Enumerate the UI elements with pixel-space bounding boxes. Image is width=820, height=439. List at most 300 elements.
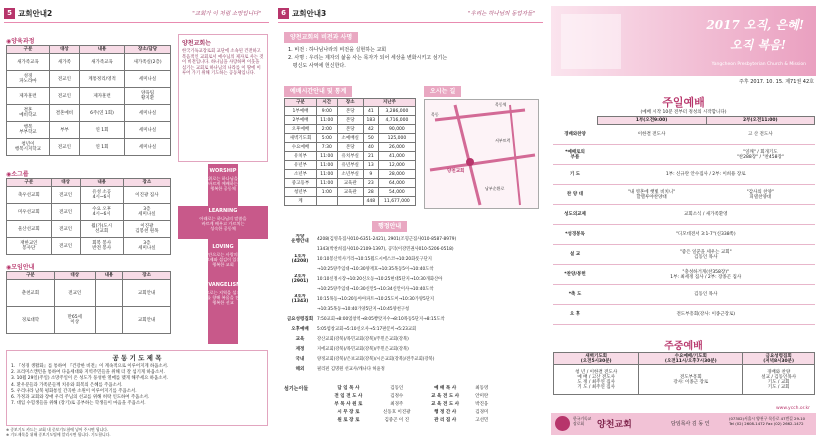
table-cell: 교회안내 [123, 280, 171, 307]
table-cell: 13 [363, 161, 378, 170]
table-row [324, 416, 494, 424]
table-cell: 제자훈련 [79, 88, 124, 105]
table-cell: 오후예배 [285, 125, 317, 134]
column-header: 대상 [51, 179, 80, 187]
service-item-value [597, 145, 706, 165]
service-item-value: "충성하거게(찬358장)" 1부: 최세정 집사 / 2부: 장종곤 집사 [597, 265, 815, 285]
row-value: 10:15목동→10:20동아아파트→10:25도이→10:30가양5단지 [317, 296, 435, 302]
row-value: 10:10신정시장→10:20신오동→10:25현대5단지→10:30개화산아 [317, 276, 443, 282]
table-cell: 유년부 [285, 161, 317, 170]
row-value: 7:50교회→8:00염창역→8:05빵앗지수→8:10목동5단지→8:15도착 [317, 316, 445, 322]
service-item-label: *찬양/봉헌 [553, 265, 597, 285]
service-row [553, 265, 815, 285]
table-cell: 11:00 [316, 161, 337, 170]
row-label [284, 244, 316, 254]
worship-label: WORSHIP [209, 168, 237, 174]
table-row [7, 238, 171, 255]
table-cell: 수요 오후 4시~6시 [80, 204, 123, 221]
row-label: 재정 [295, 346, 305, 352]
table-cell: 유성 소공 4시~6시 [80, 187, 123, 204]
row-label: 해외 [295, 366, 305, 372]
loving-text: 안으로는 사랑의 교제와 섬김이 있는 행복한 교회 [205, 252, 241, 267]
table-row [284, 284, 539, 294]
table-cell [95, 280, 122, 307]
table-cell: 부부 [49, 122, 79, 139]
banner-slogan-1: 2017 오직, 은혜! [706, 18, 804, 32]
map[interactable] [424, 99, 539, 209]
table-row [7, 204, 171, 221]
page-motto: "우리는 하나님의 동업자들" [467, 11, 535, 17]
directions-heading: 오시는 길 [424, 86, 461, 97]
table-cell: 9:00 [316, 107, 337, 116]
meeting-table [6, 271, 171, 334]
table-cell: 23 [363, 179, 378, 188]
table-row [284, 234, 539, 244]
table-row [285, 116, 416, 125]
map-label-church: 양천교회 [447, 169, 465, 174]
staff-name: 김정수 [390, 393, 404, 399]
service-item-label: 경배와찬양 [553, 125, 597, 145]
table-cell: 11:00 [316, 116, 337, 125]
table-row [554, 365, 815, 395]
table-cell: 회복 봉사 반전 봉사 [80, 238, 123, 255]
table-cell: 125,000 [378, 134, 415, 143]
table-cell: 새가족실(2층) [125, 54, 171, 71]
service-time-header: 2부(오전11:00) [706, 117, 814, 125]
admin-heading: 행정안내 [372, 221, 407, 232]
prayer-title: 공 동 기 도 제 목 [112, 354, 162, 362]
table-row [284, 304, 539, 314]
table-cell: 11:00 [316, 152, 337, 161]
table-row [324, 384, 494, 392]
service-item-value: 1부: 신규란 안수집사 / 2부: 이희용 장로 [597, 165, 815, 185]
service-header-row [553, 117, 815, 125]
staff-role: 행 정 간 사 [434, 409, 457, 415]
table-row [7, 280, 171, 307]
table-row [285, 125, 416, 134]
table-cell: 26,000 [378, 143, 415, 152]
staff-name: 김경미 [475, 409, 489, 415]
page-number: 6 [278, 8, 289, 19]
row-label [284, 284, 316, 294]
table-cell: 41 [363, 107, 378, 116]
banner-slogan-2: 오직 복음! [730, 38, 786, 52]
service-row [553, 125, 815, 145]
table-header-row [554, 353, 815, 365]
table-cell: 3층 세미나실 [123, 238, 170, 255]
table-row [324, 400, 494, 408]
table-cell: 세미나실 [125, 122, 171, 139]
table-cell: 소예배실 [337, 134, 363, 143]
table-cell: 40 [363, 143, 378, 152]
staff-role: 원 로 장 로 [337, 417, 360, 423]
website-url[interactable]: www.ycch.or.kr [775, 406, 810, 411]
learning-text: 아래로는 하나님의 말씀을 바르게 배우고 가르치는 성숙한 공동체 [199, 216, 247, 231]
staff-role: 시 무 장 로 [337, 409, 360, 415]
service-item-value: 이한결 전도사 [597, 125, 706, 145]
service-item-label: 기 도 [553, 165, 597, 185]
vision-item: 평신도 사역에 헌신한다. [288, 63, 346, 69]
smallgroup-heading: ◉소그룹 [6, 171, 29, 178]
table-cell: 6주(연 1회) [79, 105, 124, 122]
column-header: 장소 [337, 99, 363, 107]
table-cell: 재한교인 봉사단 [7, 238, 52, 255]
staff-role: 담 임 목 사 [337, 385, 360, 391]
column-header: 새벽기도회 (오전5시30분) [554, 353, 639, 365]
table-cell: 축우선교회 [7, 187, 52, 204]
table-row [7, 54, 171, 71]
prayer-item: 4. 환우분들과 가족분들께 치유와 회복의 은혜를 주옵소서. [11, 382, 123, 388]
table-row [284, 294, 539, 304]
table-cell: 1부예배 [285, 107, 317, 116]
table-cell: 12,000 [378, 161, 415, 170]
table-cell: 교회안내 [123, 307, 171, 334]
column-header: 장소/담당 [125, 46, 171, 54]
service-row [553, 165, 815, 185]
service-row [553, 305, 815, 325]
footer [551, 413, 816, 435]
table-cell: 새가족교육 [7, 54, 50, 71]
table-cell: 183 [363, 116, 378, 125]
table-cell: 42 [363, 125, 378, 134]
prayer-footnote: ※ 중보기도 카드는 교회 내 중보기도함에 넣어 주시면 됩니다. ※ 기도제목을 위해 중보기도팀에 알리시면 됩니다. 기도합니다. [6, 427, 111, 437]
table-cell: 50 [363, 134, 378, 143]
service-row [553, 285, 815, 305]
loving-label: LOVING [212, 244, 234, 250]
table-cell: 새가족 [49, 54, 79, 71]
sunday-worship-subtitle: (예배 시작 10분 전부터 정성의 시작합니다) [640, 110, 727, 115]
table-cell: 교육관 [337, 188, 363, 197]
service-order-table [553, 116, 815, 325]
table-cell: 행복 부부학교 [7, 122, 50, 139]
row-label: 오후예배 [291, 326, 309, 332]
row-value: →10:35목동→10:40가양5단지→10:45양천구청 [317, 306, 410, 312]
service-row [553, 205, 815, 225]
row-value: 10:10봉산역사거리→10:15월드시에스코→10:20화롯구단지 [317, 256, 432, 262]
staff-role: 부 목 사 원 로 [334, 401, 363, 407]
intro-text: 한국기독교장로회 교단에 소속된 건전하고 복음적인 교회로서 예수님의 제자로 사는 것이 비전입니다. 하나님을 사랑하며 이웃을 섬기는 교회로 하나님의 나라를 이 땅에 이루어 가기 위해 기도하는 공동체입니다. [182, 49, 264, 77]
staff-name: 김중곤 이 진 [384, 417, 410, 423]
service-item-label: *축 도 [553, 285, 597, 305]
table-cell: 결혼 예비학교 [7, 105, 50, 122]
column-header: 지난주 [363, 99, 415, 107]
cover-banner [551, 6, 816, 76]
table-header-row [7, 272, 171, 280]
vision-list [288, 46, 538, 70]
table-cell: 소년부실 [337, 170, 363, 179]
table-cell: 5:00 [316, 134, 337, 143]
table-cell: 전교인 [49, 88, 79, 105]
table-cell: 54,000 [378, 188, 415, 197]
table-cell: 교육관 [337, 179, 363, 188]
table-cell: 수요예배 [285, 143, 317, 152]
service-row [553, 185, 815, 205]
evangelism-label: EVANGELISM [204, 282, 242, 288]
cover-page [547, 0, 820, 439]
table-row [285, 161, 416, 170]
table-cell: 28 [363, 188, 378, 197]
table-cell: 이진광 집사 [123, 187, 170, 204]
column-header: 내용 [79, 46, 124, 54]
row-label: 1호차 (4208) [291, 254, 309, 264]
page-number: 5 [4, 8, 15, 19]
table-row [7, 187, 171, 204]
prayer-item: 5. 우리나라 남북 평화통일 간곡한 소원이 이루어지기를 주옵소서. [11, 388, 137, 394]
row-value: →10:25양주임대→10:30양재호→10:35목동5이→10:40도착 [317, 266, 434, 272]
prayer-item: 1. 『성경 생활화』를 통하여 『건강한 비전』이 계속적으로 이루어지게 하옵소서. [11, 364, 169, 369]
page-header [278, 8, 543, 23]
table-cell: 28,000 [378, 170, 415, 179]
service-time-header: 1부(오전9:00) [597, 117, 706, 125]
row-value: 양정교회(강북)/은보교회(강북)/시온교회(강북)/전주교회(강북) [317, 356, 435, 362]
staff-role: 교 육 전 도 사 [431, 401, 460, 407]
intro-title: 양천교회는 [182, 40, 211, 47]
table-row [284, 364, 539, 374]
staff-name: 신동호 이진광 [383, 409, 411, 415]
table-cell: 계통정리/영적 [79, 71, 124, 88]
map-drawing [425, 100, 540, 210]
staff-role: 전 임 전 도 사 [334, 393, 363, 399]
table-row [285, 152, 416, 161]
table-cell: 3층 세미나실 [123, 204, 170, 221]
table-cell: 전교인 [51, 221, 80, 238]
staff-name: 박진웅 [475, 401, 489, 407]
table-cell: 유년부실 [337, 161, 363, 170]
meeting-heading: ◉모임안내 [6, 264, 35, 271]
row-value: 강산교회(강북)/목민교회(강북)/주민은교회(강북) [317, 336, 409, 342]
column-header: 시간 [316, 99, 337, 107]
staff-role: 교 육 전 도 사 [431, 393, 460, 399]
row-value: 필리핀 김명원 선교사/캐나다 허윤정 [317, 366, 385, 372]
table-row [284, 354, 539, 364]
table-cell: 전교인 [51, 187, 80, 204]
table-cell: 7:30 [316, 143, 337, 152]
service-row [553, 225, 815, 245]
banner-subtitle: Yangcheon Presbyterian Church & Mission [711, 62, 806, 67]
staff-name: 고선민 [475, 417, 489, 423]
map-label-1: 목동 [431, 112, 439, 117]
worship-stats-heading: 예배시간안내 및 통계 [284, 86, 352, 97]
table-row [7, 122, 171, 139]
row-value: 지에교회(강북)/목민교회(강북)/주민은교회(강북) [317, 346, 409, 352]
service-item-label: 찬 양 대 [553, 185, 597, 205]
table-cell: 경배와 찬양 설교 / 김동인목사 기도 / 교회 기도 / 교회 [743, 365, 815, 395]
table-cell: 41,000 [378, 152, 415, 161]
map-label-5: 목동역 [495, 102, 507, 107]
table-cell: 4,716,000 [378, 116, 415, 125]
church-address: (07302)서울시 양천구 목동로 47번길 29-10 Tel (02) 2608-1472 Fax (02) 2662-1472 [729, 416, 806, 426]
row-label [284, 264, 316, 274]
nurture-table [6, 45, 171, 156]
table-cell: 3,286,000 [378, 107, 415, 116]
evangelism-text: 밖으로는 지역을 섬기며 세계를 향해 복음을 전하는 행복한 선교 [198, 290, 248, 305]
prayer-item: 6. 가정과 교회와 장애 우리 주님의 선교를 위해 허락 인도하여 주옵소서. [11, 395, 150, 401]
column-header: 구분 [7, 46, 50, 54]
table-cell: 세미나실 [125, 71, 171, 88]
table-row [7, 88, 171, 105]
vision-item: 2. 사명 : 우리는 제자의 삶을 사는 목자가 되어 세상을 변화시키고 섬기는 [288, 55, 448, 61]
prayer-item: 3. 10월 29일(주일) 소망주일이 온 성도가 풍성한 열매를 맺게 해주세요 하옵소서. [11, 376, 169, 382]
table-cell: 만65세 이상 [54, 307, 95, 334]
service-item-value: 고 산 전도사 [706, 125, 814, 145]
map-label-3: 서부트럭 [495, 138, 511, 143]
table-row [285, 143, 416, 152]
table-cell: 본당 [337, 116, 363, 125]
vision-item: 1. 비전 : 하나님나라의 비전을 실현하는 교회 [288, 47, 387, 53]
service-item-value: "감사의 찬양" 피델찬양대 [706, 185, 814, 205]
table-cell: 양육팀 황지환 [125, 88, 171, 105]
service-item-label: 오 후 [553, 305, 597, 325]
admin-table [284, 234, 539, 374]
nurture-heading: ◉양육과정 [6, 38, 35, 45]
column-header: 금요성령집회 (저녁8시30분) [743, 353, 815, 365]
table-header-row [7, 46, 171, 54]
table-cell: 90,000 [378, 125, 415, 134]
table-cell: 64,000 [378, 179, 415, 188]
table-row [284, 254, 539, 264]
prayer-list [11, 364, 263, 407]
table-row [324, 392, 494, 400]
table-row [7, 221, 171, 238]
table-cell: 새가족교육 [79, 54, 124, 71]
row-value: 4208(김영욱집사010-6351-2421), 2901(조형근집사010-8587-8979) [317, 236, 457, 242]
table-cell: 21 [363, 152, 378, 161]
table-row [284, 264, 539, 274]
worship-text: 위로는 하나님을 바르게 예배하는 행복한 공동체 [208, 176, 238, 191]
sunday-worship-title: 주일예배 [662, 96, 705, 109]
table-cell: 소년부 [285, 170, 317, 179]
staff-name: 김동인 [390, 385, 404, 391]
page-title: 교회안내2 [18, 9, 53, 18]
church-intro-box [178, 34, 268, 162]
table-row [324, 408, 494, 416]
row-label: 국내 [295, 356, 305, 362]
table-row [7, 139, 171, 156]
table-row [7, 71, 171, 88]
table-cell: 전교인 [51, 238, 80, 255]
cross-panel [178, 164, 268, 344]
service-item-label: 설 교 [553, 245, 597, 265]
page-header [4, 8, 269, 23]
table-cell: 유치부실 [337, 152, 363, 161]
service-item-value: 교회소식 / 새가족환영 [597, 205, 815, 225]
issue-date: 주후 2017. 10. 15. 제71권 42호 [738, 79, 814, 85]
weekday-worship-table [553, 352, 815, 395]
staff-role: 관 리 집 사 [434, 417, 457, 423]
church-building-image [561, 14, 621, 69]
smallgroup-table [6, 178, 171, 255]
table-cell: 새벽기도회 [285, 134, 317, 143]
staff-name: 최동영 [475, 385, 489, 391]
staff-name: 안미란 [475, 393, 489, 399]
table-cell: 청 년 / 이한결 전도사 예 배 / 고산 전도사 도 정 / 최주연 집사 기 도 / 최주연 집사 [554, 365, 639, 395]
column-header: 대상 [54, 272, 95, 280]
table-header-row [285, 99, 416, 107]
table-cell: 결혼예비 [49, 105, 79, 122]
pastor-name: 담임목사 김 동 인 [671, 421, 710, 427]
page-title: 교회안내3 [292, 9, 327, 18]
table-cell: 2부예배 [285, 116, 317, 125]
service-row [553, 245, 815, 265]
table-cell: 경로대학 [7, 307, 55, 334]
column-header: 내용 [80, 179, 123, 187]
table-cell: 제자훈련 [7, 88, 50, 105]
table-cell: 전교인 [49, 139, 79, 156]
row-value: →10:25양주임대→10:30신안5→10:34신안이사→10:40도착 [317, 286, 434, 292]
table-row [7, 105, 171, 122]
worship-stats-table [284, 98, 416, 206]
table-row [7, 307, 171, 334]
service-item-value: "디모데전서 3:1-7"(신338쪽) [597, 225, 815, 245]
row-label: 차량 운행안내 [291, 234, 309, 244]
column-header: 장소 [123, 272, 171, 280]
service-row [553, 145, 815, 165]
church-name: 양천교회 [597, 420, 632, 430]
table-cell: 전교인 [51, 204, 80, 221]
church-seal-icon [555, 416, 570, 431]
page-motto: "교회가 이 처럼 소망입니다" [192, 11, 261, 17]
table-cell: 본당 [337, 143, 363, 152]
weekday-worship-title: 주중예배 [664, 341, 703, 352]
table-cell: 미우선교회 [7, 204, 52, 221]
service-item-label: *예배로의 부름 [553, 145, 597, 165]
table-cell [316, 197, 337, 206]
table-row [284, 244, 539, 254]
table-cell: 울산선교회 [7, 221, 52, 238]
learning-label: LEARNING [208, 208, 238, 214]
table-cell: 연 1회 [79, 122, 124, 139]
table-row [284, 314, 539, 324]
service-item-value: 김동인 목사 [597, 285, 815, 305]
page-5 [0, 0, 273, 439]
column-header: 장소 [123, 179, 170, 187]
table-row [284, 324, 539, 334]
table-row [285, 134, 416, 143]
table-cell: 2:00 [316, 125, 337, 134]
table-row [285, 179, 416, 188]
spacer [553, 117, 597, 125]
row-label: 3호차 (1343) [291, 294, 309, 304]
prayer-item: 2. 프리미스캔턴을 통하여 다음세대와 지역주민들을 위해 더 잘 섬기게 하옵소서. [11, 370, 165, 376]
staff-role: 예 배 목 사 [434, 385, 457, 391]
table-cell [337, 197, 363, 206]
staff-table [324, 384, 494, 424]
table-cell: 청년부 [285, 188, 317, 197]
service-item-value: "좋은 일꾼을 세우는 교회" 김동인 목사 [597, 245, 815, 265]
table-row [285, 170, 416, 179]
column-header: 대상 [49, 46, 79, 54]
column-header: 구분 [7, 179, 52, 187]
table-cell: 세미나실 [125, 139, 171, 156]
row-value: 5:05염창교회→5:10신오사→5:17판문이→5:23교회 [317, 326, 417, 332]
table-row [285, 197, 416, 206]
table-cell: 전교인 [49, 71, 79, 88]
table-row [284, 334, 539, 344]
row-label: 금요성령집회 [286, 316, 314, 322]
table-cell: 세미나실 [125, 105, 171, 122]
table-cell: 448 [363, 197, 378, 206]
table-row [285, 188, 416, 197]
map-label-4: 남부순환로 [485, 186, 505, 191]
table-cell [95, 307, 122, 334]
row-label: 교육 [295, 336, 305, 342]
staff-name: 최경주 [390, 401, 404, 407]
service-item-value: "일깨" / 회개기도 "찬288장" / "찬458장" [706, 145, 814, 165]
table-cell: 9 [363, 170, 378, 179]
table-cell: 중고등부 [285, 179, 317, 188]
table-cell: 춘천교회 [7, 280, 55, 307]
row-value: 1343(박찬희집사010-2109-1397), 공덕(이강민권사010-5206-0518) [317, 246, 454, 252]
